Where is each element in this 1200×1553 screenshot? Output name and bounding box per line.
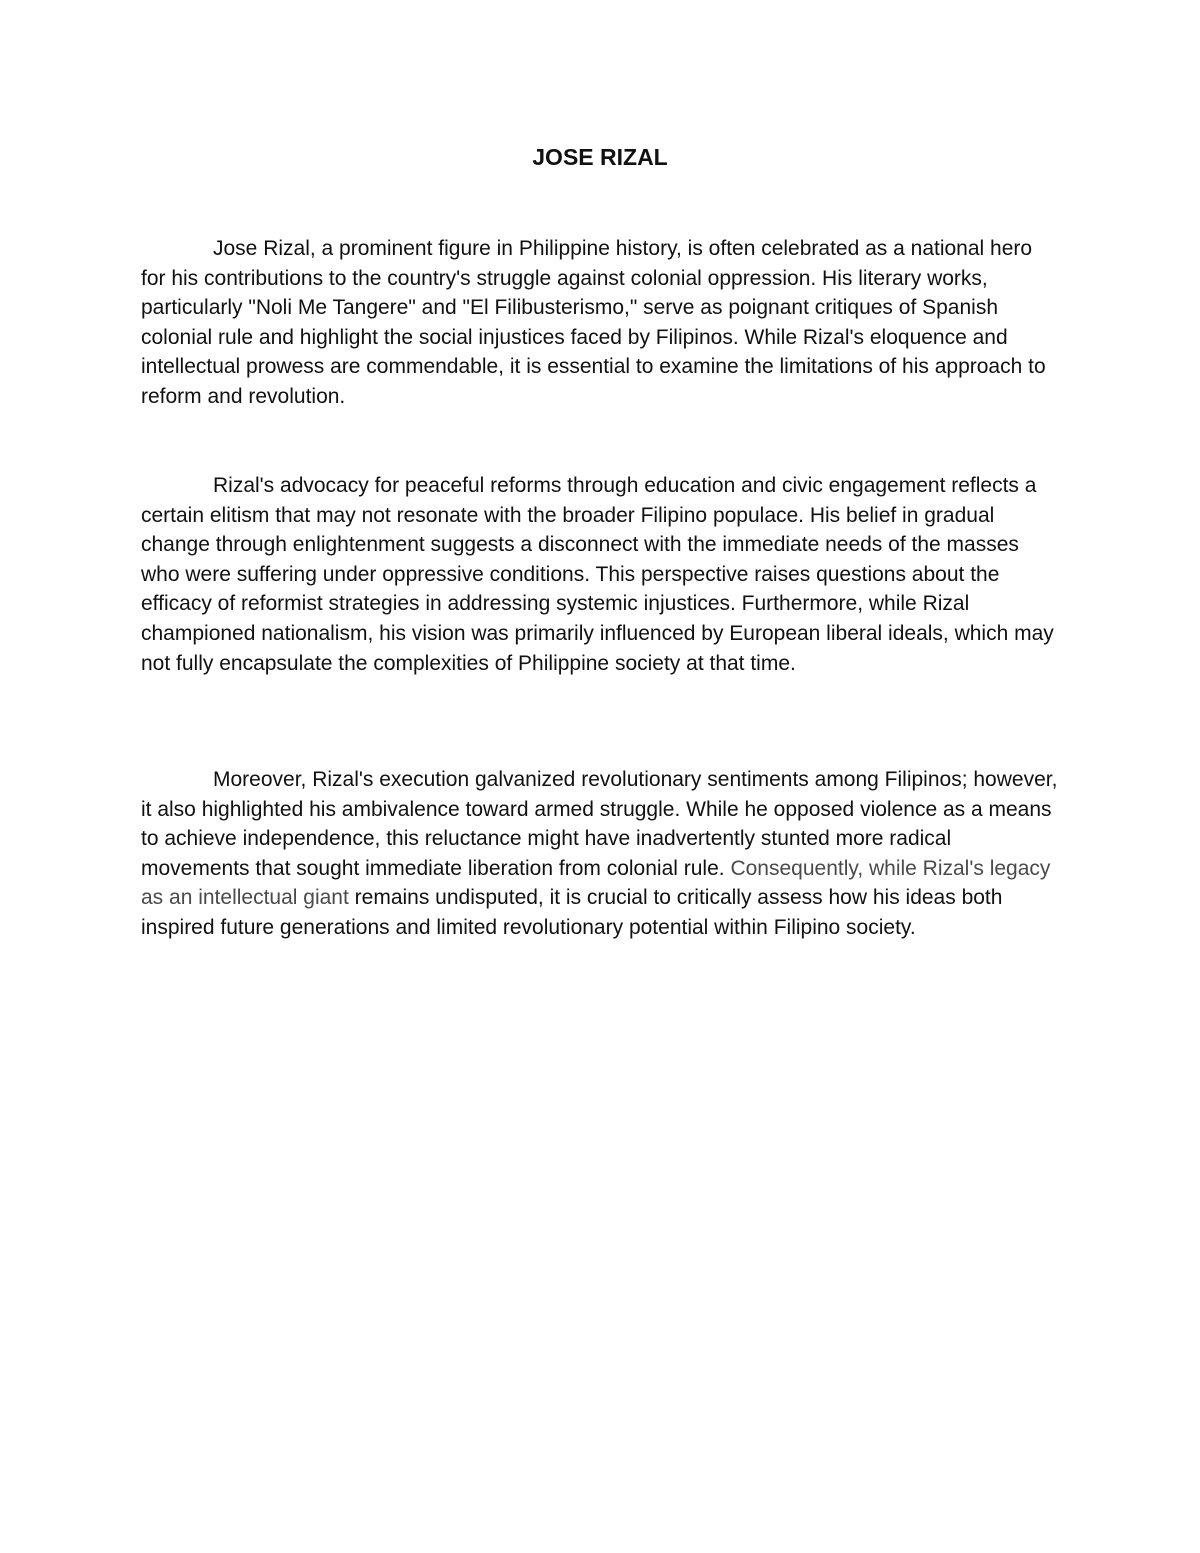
paragraph-3-part-b: Consequently, while Rizal's legacy as an intellectual giant [141,856,1051,910]
paragraph-1: Jose Rizal, a prominent figure in Philippine history, is often celebrated as a national hero for his contributions to the country's struggle against colonial oppression. His literary works, particularly "Noli Me Tangere" and "El Filibusterismo," serve as poignant critiques of Spanish colonial rule and highlight the social injustices faced by Filipinos. While Rizal's eloquence and intellectual prowess are commendable, it is essential to examine the limitations of his approach to reform and revolution. [141,237,1046,408]
document-title: JOSE RIZAL [532,144,668,170]
paragraph-3 [141,765,1061,943]
paragraph-2: Rizal's advocacy for peaceful reforms through education and civic engagement reflects a certain elitism that may not resonate with the broader Filipino populace. His belief in gradual change through enlightenment suggests a disconnect with the immediate needs of the masses who were suffering under oppressive conditions. This perspective raises questions about the efficacy of reformist strategies in addressing systemic injustices. Furthermore, while Rizal championed nationalism, his vision was primarily influenced by European liberal ideals, which may not fully encapsulate the complexities of Philippine society at that time. [141,474,1054,675]
paragraph-3-part-a: Moreover, Rizal's execution galvanized revolutionary sentiments among Filipinos; however, it also highlighted his ambivalence toward armed struggle. While he opposed violence as a means to achieve independence, this reluctance might have inadvertently stunted more radical movements that sought immediate liberation from colonial rule. [141,768,1058,880]
paragraph-3-part-c: remains undisputed, it is crucial to critically assess how his ideas both inspired future generations and limited revolutionary potential within Filipino society. [141,886,1003,939]
